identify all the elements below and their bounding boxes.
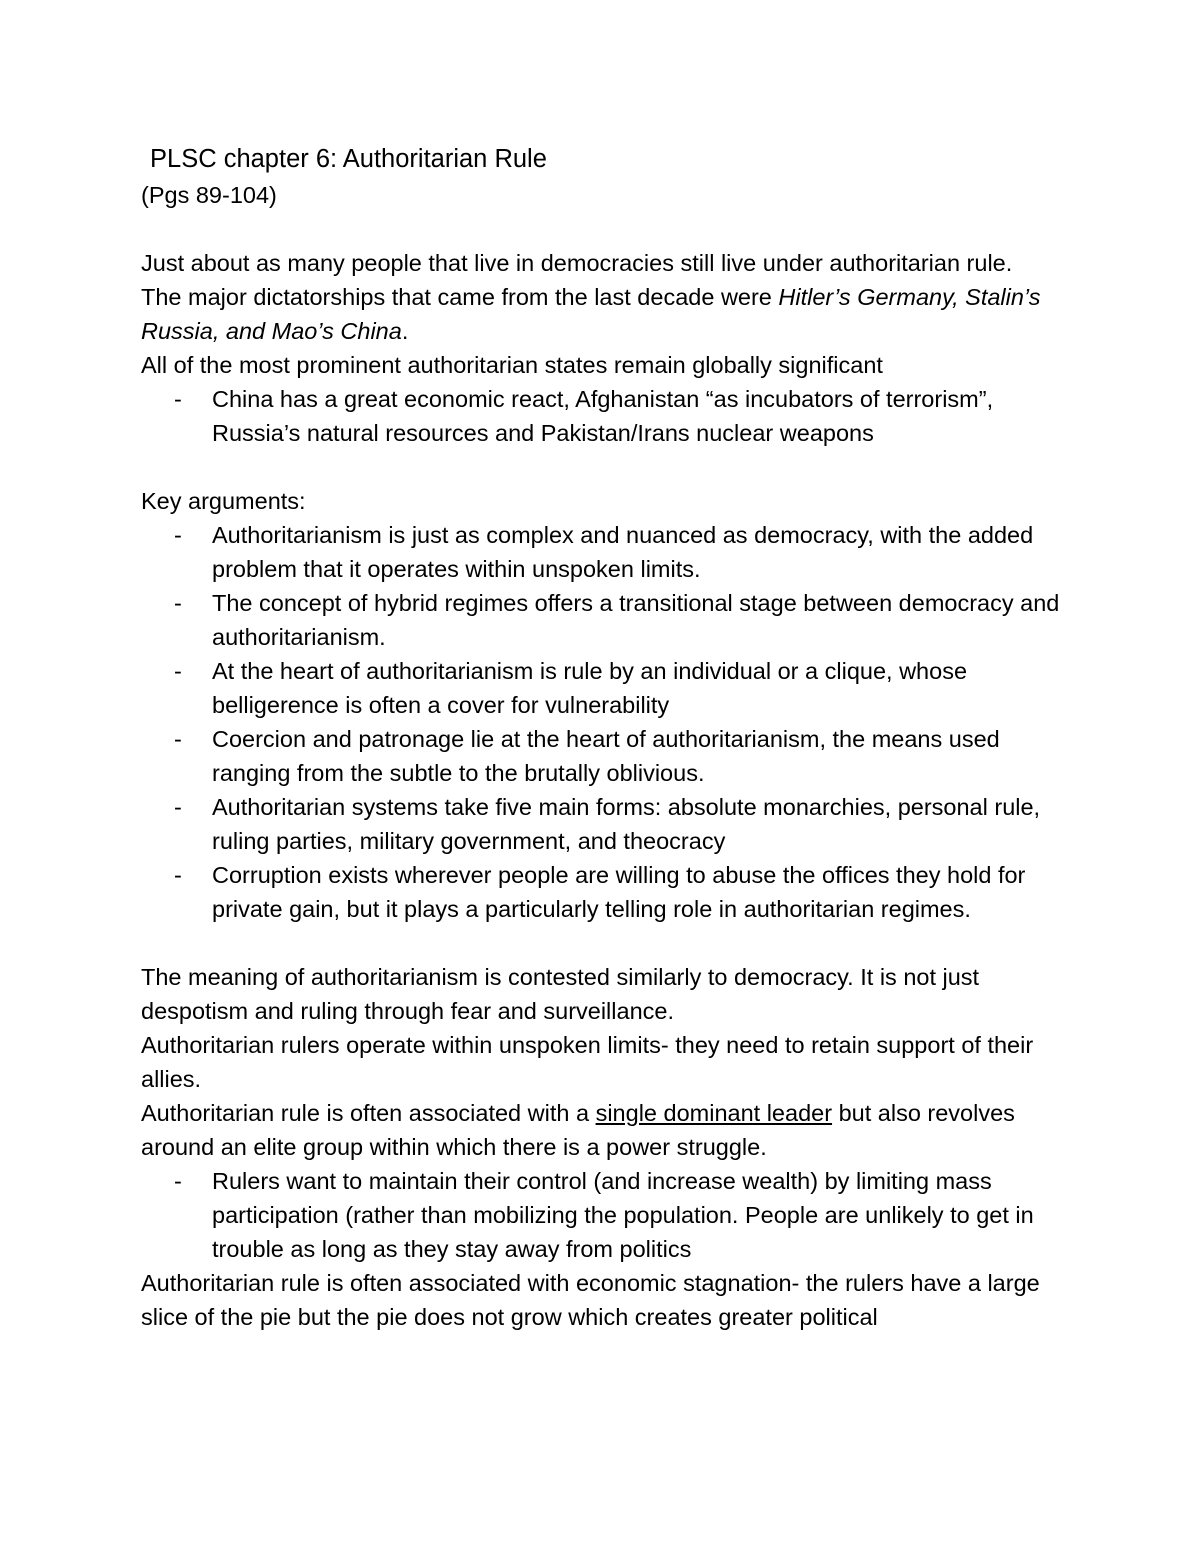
document-page (141, 140, 1071, 1334)
body-bullet-list (141, 1164, 1071, 1266)
body-paragraph-1: The meaning of authoritarianism is contested similarly to democracy. It is not just despotism and ruling through fear and surveillance. (141, 964, 980, 1024)
intro-paragraph-2-suffix: . (401, 318, 409, 344)
list-item: - Coercion and patronage lie at the heart of authoritarianism, the means used ranging from the subtle to the brutally oblivious. (212, 722, 1071, 790)
intro-paragraph-2 (141, 280, 1071, 348)
spacer (141, 926, 1071, 960)
key-arguments-heading: Key arguments: (141, 488, 306, 514)
page-range: (Pgs 89-104) (141, 182, 277, 208)
list-item: - Rulers want to maintain their control (and increase wealth) by limiting mass participation (rather than mobilizing the population. People are unlikely to get in trouble as long as they stay away from politics (212, 1164, 1071, 1266)
list-item: - China has a great economic react, Afghanistan “as incubators of terrorism”, Russia’s natural resources and Pakistan/Irans nuclear weapons (212, 382, 1071, 450)
spacer (141, 450, 1071, 484)
intro-paragraph-3: All of the most prominent authoritarian states remain globally significant (141, 352, 883, 378)
list-item: - At the heart of authoritarianism is rule by an individual or a clique, whose belligerence is often a cover for vulnerability (212, 654, 1071, 722)
list-item: - Corruption exists wherever people are willing to abuse the offices they hold for private gain, but it plays a particularly telling role in authoritarian regimes. (212, 858, 1071, 926)
body-paragraph-2: Authoritarian rulers operate within unspoken limits- they need to retain support of their allies. (141, 1032, 1034, 1092)
document-title: PLSC chapter 6: Authoritarian Rule (150, 145, 547, 173)
body-paragraph-3 (141, 1096, 1071, 1164)
body-paragraph-3-suffix: but also revolves around an elite group within which there is a power struggle. (141, 1100, 1015, 1160)
dictatorships-italic: Hitler’s Germany, Stalin’s Russia, and Mao’s China (141, 284, 1041, 344)
body-paragraph-4: Authoritarian rule is often associated with economic stagnation- the rulers have a large slice of the pie but the pie does not grow which creates greater political (141, 1270, 1040, 1330)
single-dominant-leader-underline: single dominant leader (595, 1100, 833, 1126)
key-arguments-list (141, 518, 1071, 926)
list-item: - Authoritarianism is just as complex and nuanced as democracy, with the added problem that it operates within unspoken limits. (212, 518, 1071, 586)
list-item: - The concept of hybrid regimes offers a transitional stage between democracy and authoritarianism. (212, 586, 1071, 654)
intro-bullet-list (141, 382, 1071, 450)
intro-paragraph-2-prefix: The major dictatorships that came from the last decade were (141, 284, 779, 310)
intro-paragraph-1: Just about as many people that live in democracies still live under authoritarian rule. (141, 250, 1013, 276)
body-paragraph-3-prefix: Authoritarian rule is often associated with a (141, 1100, 596, 1126)
list-item: - Authoritarian systems take five main forms: absolute monarchies, personal rule, ruling parties, military government, and theocracy (212, 790, 1071, 858)
